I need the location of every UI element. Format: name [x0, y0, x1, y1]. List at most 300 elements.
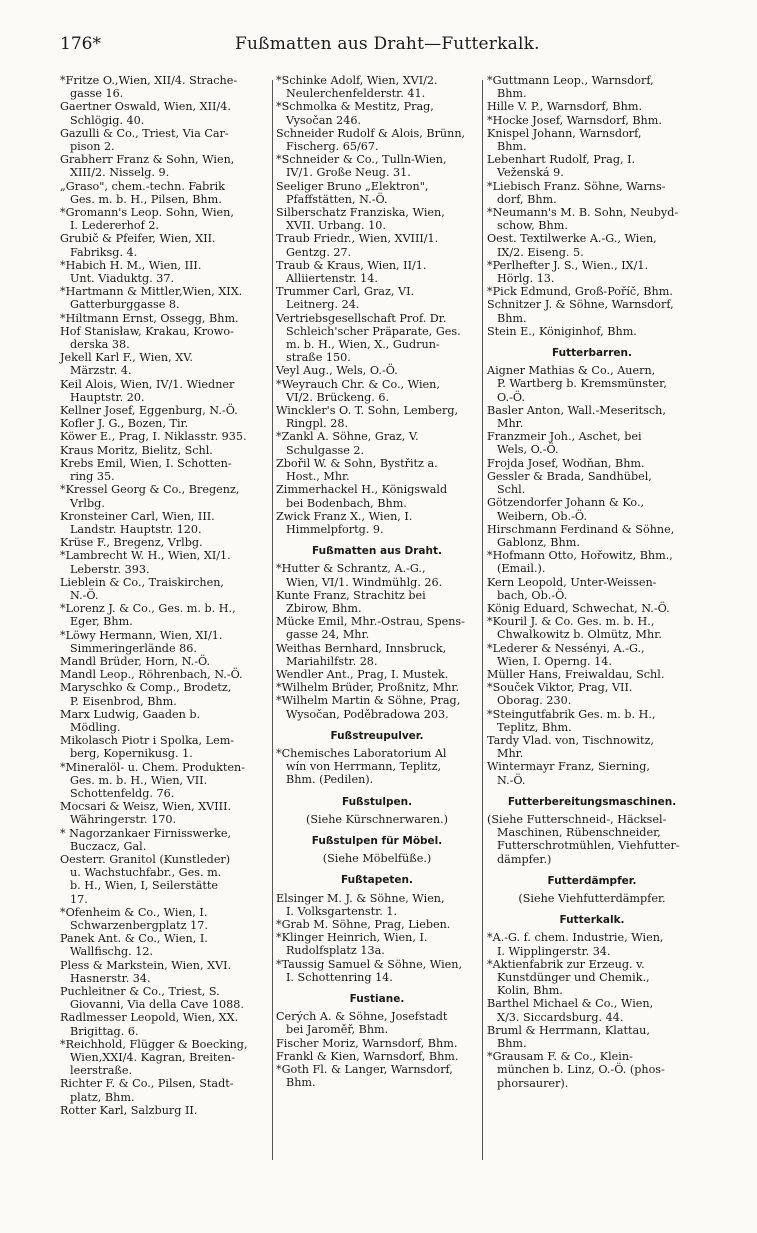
- entry-line: Hille V. P., Warnsdorf, Bhm.: [487, 100, 643, 114]
- entry-line: *Löwy Hermann, Wien, XI/1.: [60, 628, 223, 642]
- entry-line: Leitnerg. 24.: [286, 298, 360, 312]
- directory-entry: [60, 602, 270, 628]
- directory-entry: [276, 931, 478, 957]
- directory-entry: [487, 298, 697, 324]
- directory-entry: [60, 153, 270, 179]
- section-heading: [276, 730, 478, 743]
- entry-line: *Hofmann Otto, Hořowitz, Bhm.,: [487, 549, 673, 563]
- entry-line: *Pick Edmund, Groß-Poříč, Bhm.: [487, 285, 673, 299]
- entry-line: 17.: [70, 892, 88, 906]
- directory-entry: [487, 760, 697, 786]
- entry-line: *Schneider & Co., Tulln-Wien,: [276, 153, 447, 167]
- entry-line: Vysočan 246.: [286, 113, 362, 127]
- entry-line: Kellner Josef, Eggenburg, N.-Ö.: [60, 404, 238, 418]
- column-right: [487, 74, 697, 1090]
- entry-line: (Siehe Kürschnerwaren.): [305, 812, 448, 826]
- entry-line: bei Jaroměř, Bhm.: [286, 1023, 389, 1037]
- entry-line: Stein E., Königinhof, Bhm.: [487, 324, 637, 338]
- entry-line: Eger, Bhm.: [70, 615, 133, 629]
- directory-entry: [276, 1037, 478, 1050]
- directory-entry: [60, 127, 270, 153]
- entry-line: Mikolasch Piotr i Spolka, Lem-: [60, 734, 235, 748]
- directory-entry: [60, 800, 270, 826]
- directory-entry: [487, 364, 697, 404]
- directory-entry: [276, 74, 478, 100]
- entry-line: Schwarzenbergplatz 17.: [70, 919, 208, 932]
- entry-line: Wendler Ant., Prag, I. Mustek.: [276, 667, 449, 681]
- section-heading: [276, 545, 478, 558]
- entry-line: Vrlbg.: [70, 496, 105, 510]
- entry-line: Vertriebsgesellschaft Prof. Dr.: [276, 311, 447, 325]
- directory-entry: [487, 153, 697, 179]
- entry-line: Hörlg. 13.: [497, 272, 555, 286]
- entry-line: Lebenhart Rudolf, Prag, I.: [487, 153, 636, 167]
- entry-line: *Chemisches Laboratorium Al: [276, 746, 447, 760]
- entry-line: Wien,XXI/4. Kagran, Breiten-: [70, 1051, 236, 1065]
- section-heading: [276, 835, 478, 848]
- directory-entry: [276, 1010, 478, 1036]
- directory-entry: [276, 232, 478, 258]
- entry-line: Fabriksg. 4.: [70, 245, 138, 259]
- directory-entry: [276, 681, 478, 694]
- directory-entry: [276, 127, 478, 153]
- entry-line: Knispel Johann, Warnsdorf,: [487, 126, 642, 140]
- entry-line: Oest. Textilwerke A.-G., Wien,: [487, 232, 657, 246]
- directory-entry: [60, 906, 270, 932]
- entry-line: Radlmesser Leopold, Wien, XX.: [60, 1011, 239, 1025]
- directory-entry: [487, 457, 697, 470]
- entry-line: I. Schottenring 14.: [286, 970, 393, 984]
- directory-entry: [487, 576, 697, 602]
- entry-line: *Hiltmann Ernst, Ossegg, Bhm.: [60, 311, 239, 325]
- directory-entry: [276, 404, 478, 430]
- entry-line: Fußstreupulver.: [330, 729, 424, 742]
- entry-line: Richter F. & Co., Pilsen, Stadt-: [60, 1077, 234, 1091]
- directory-entry: [60, 417, 270, 430]
- entry-line: Ringpl. 28.: [286, 417, 349, 431]
- directory-entry: [487, 997, 697, 1023]
- entry-line: Hof Stanisław, Krakau, Krowo-: [60, 324, 234, 338]
- entry-line: Weithas Bernhard, Innsbruck,: [276, 641, 447, 655]
- directory-entry: [60, 1011, 270, 1037]
- entry-line: Panek Ant. & Co., Wien, I.: [60, 932, 208, 946]
- directory-entry: [60, 206, 270, 232]
- entry-line: Fußmatten aus Draht.: [312, 545, 442, 558]
- entry-line: u. Wachstuchfabr., Ges. m.: [70, 866, 222, 880]
- entry-line: *Kouril J. & Co. Ges. m. b. H.,: [487, 615, 655, 629]
- entry-line: Krebs Emil, Wien, I. Schotten-: [60, 456, 232, 470]
- entry-line: *Liebisch Franz. Söhne, Warns-: [487, 179, 666, 193]
- entry-line: Puchleitner & Co., Triest, S.: [60, 985, 220, 999]
- directory-entry: [276, 206, 478, 232]
- entry-line: Oesterr. Granitol (Kunstleder): [60, 852, 231, 866]
- directory-entry: [276, 668, 478, 681]
- directory-entry: [487, 615, 697, 641]
- entry-line: Giovanni, Via della Cave 1088.: [70, 998, 244, 1012]
- entry-line: Lieblein & Co., Traiskirchen,: [60, 575, 224, 589]
- directory-entry: [487, 1024, 697, 1050]
- entry-line: Kern Leopold, Unter-Weissen-: [487, 575, 657, 589]
- entry-line: *Schmolka & Mestitz, Prag,: [276, 100, 434, 114]
- directory-entry: [276, 747, 478, 787]
- entry-line: Schnitzer J. & Söhne, Warnsdorf,: [487, 298, 674, 312]
- directory-entry: [487, 496, 697, 522]
- entry-line: *Steingutfabrik Ges. m. b. H.,: [487, 707, 656, 721]
- entry-line: *Gromann's Leop. Sohn, Wien,: [60, 206, 234, 220]
- cross-reference: [487, 892, 697, 905]
- entry-line: Maryschko & Comp., Brodetz,: [60, 681, 232, 695]
- entry-line: Mhr.: [497, 747, 524, 761]
- directory-entry: [487, 681, 697, 707]
- entry-line: straße 150.: [286, 351, 351, 365]
- section-heading: [487, 347, 697, 360]
- entry-line: *Perlhefter J. S., Wien., IX/1.: [487, 258, 649, 272]
- entry-line: Futterkalk.: [559, 914, 625, 927]
- entry-line: Futterbarren.: [551, 347, 632, 360]
- directory-entry: [487, 259, 697, 285]
- directory-entry: [487, 1050, 697, 1090]
- directory-entry: [487, 285, 697, 298]
- directory-entry: [60, 827, 270, 853]
- entry-line: „Graso", chem.-techn. Fabrik: [60, 179, 225, 193]
- entry-line: Götzendorfer Johann & Ko.,: [487, 496, 645, 510]
- directory-entry: [60, 985, 270, 1011]
- entry-line: gasse 24, Mhr.: [286, 628, 370, 642]
- entry-line: Wysočan, Poděbradowa 203.: [286, 707, 449, 721]
- entry-line: Hasnerstr. 34.: [70, 971, 151, 985]
- page-title: Fußmatten aus Draht—Futterkalk.: [235, 34, 540, 54]
- page-number: 176*: [60, 34, 101, 54]
- entry-line: Schulgasse 2.: [286, 443, 365, 457]
- entry-line: derska 38.: [70, 338, 130, 352]
- directory-entry: [60, 180, 270, 206]
- column-middle: [276, 74, 478, 1089]
- entry-line: berg, Kopernikusg. 1.: [70, 747, 193, 761]
- entry-line: (Siehe Möbelfüße.): [322, 852, 432, 866]
- directory-entry: [276, 1063, 478, 1089]
- entry-line: Bhm.: [497, 140, 527, 154]
- entry-line: *Hutter & Schrantz, A.-G.,: [276, 562, 426, 576]
- directory-entry: [487, 734, 697, 760]
- entry-line: Bhm.: [286, 1076, 316, 1090]
- entry-line: *Lambrecht W. H., Wien, XI/1.: [60, 549, 231, 563]
- directory-entry: [487, 642, 697, 668]
- entry-line: münchen b. Linz, O.-Ö. (phos-: [497, 1063, 665, 1077]
- directory-entry: [276, 100, 478, 126]
- entry-line: Zbirow, Bhm.: [286, 601, 362, 615]
- entry-line: (Siehe Viehfutterdämpfer.: [518, 891, 666, 905]
- entry-line: VI/2. Brückeng. 6.: [286, 390, 390, 404]
- entry-line: b. H., Wien, I, Seilerstätte: [70, 879, 218, 893]
- entry-line: Fustiane.: [349, 993, 405, 1005]
- directory-entry: [60, 232, 270, 258]
- entry-line: *Ofenheim & Co., Wien, I.: [60, 905, 208, 919]
- directory-entry: [276, 483, 478, 509]
- entry-line: *Grausam F. & Co., Klein-: [487, 1050, 633, 1064]
- directory-entry: [276, 259, 478, 285]
- entry-line: Winckler's O. T. Sohn, Lemberg,: [276, 404, 459, 418]
- entry-line: Pfaffstätten, N.-Ö.: [286, 192, 388, 206]
- entry-line: *Taussig Samuel & Söhne, Wien,: [276, 957, 463, 971]
- entry-line: I. Ledererhof 2.: [70, 219, 159, 233]
- directory-entry: [60, 681, 270, 707]
- directory-entry: [276, 153, 478, 179]
- entry-line: Wien, VI/1. Windmühlg. 26.: [286, 575, 443, 589]
- entry-line: Brigittag. 6.: [70, 1024, 139, 1038]
- entry-line: Franzmeir Joh., Aschet, bei: [487, 430, 642, 444]
- page-header: [60, 34, 700, 60]
- entry-line: *Souček Viktor, Prag, VII.: [487, 681, 633, 695]
- entry-line: Fußtapeten.: [340, 874, 414, 887]
- directory-entry: [487, 430, 697, 456]
- entry-line: Cerých A. & Söhne, Josefstadt: [276, 1010, 448, 1024]
- directory-entry: [60, 629, 270, 655]
- entry-line: Kraus Moritz, Bielitz, Schl.: [60, 443, 213, 457]
- entry-line: Rotter Karl, Salzburg II.: [60, 1103, 198, 1117]
- directory-entry: [60, 351, 270, 377]
- entry-line: Grabherr Franz & Sohn, Wien,: [60, 153, 235, 167]
- entry-line: dämpfer.): [497, 852, 552, 866]
- entry-line: Silberschatz Franziska, Wien,: [276, 206, 445, 220]
- entry-line: Gentzg. 27.: [286, 245, 352, 259]
- directory-entry: [487, 931, 697, 957]
- directory-entry: [60, 285, 270, 311]
- directory-entry: [60, 959, 270, 985]
- cross-reference: [276, 813, 478, 826]
- entry-line: Buczacz, Gal.: [70, 839, 147, 853]
- directory-entry: [276, 510, 478, 536]
- entry-line: Schlögig. 40.: [70, 113, 145, 127]
- entry-line: Bhm.: [497, 1037, 527, 1051]
- directory-entry: [276, 694, 478, 720]
- directory-entry: [487, 708, 697, 734]
- directory-entry: [487, 232, 697, 258]
- directory-entry: [60, 74, 270, 100]
- entry-line: *Wilhelm Brüder, Proßnitz, Mhr.: [276, 681, 460, 695]
- entry-line: *Lorenz J. & Co., Ges. m. b. H.,: [60, 602, 236, 616]
- entry-line: Währingerstr. 170.: [70, 813, 177, 827]
- entry-line: wín von Herrmann, Teplitz,: [286, 760, 442, 774]
- directory-entry: [276, 562, 478, 588]
- entry-line: I. Volksgartenstr. 1.: [286, 904, 398, 918]
- entry-line: dorf, Bhm.: [497, 192, 557, 206]
- entry-line: Kronsteiner Carl, Wien, III.: [60, 509, 215, 523]
- entry-line: Frankl & Kien, Warnsdorf, Bhm.: [276, 1049, 459, 1063]
- directory-entry: [276, 180, 478, 206]
- entry-line: XIII/2. Nisselg. 9.: [70, 166, 170, 180]
- entry-line: Futterschrotmühlen, Viehfutter-: [497, 839, 680, 853]
- directory-entry: [487, 470, 697, 496]
- entry-line: Zbořil W. & Sohn, Bystřitz a.: [276, 456, 438, 470]
- directory-entry: [487, 668, 697, 681]
- entry-line: Futterdämpfer.: [547, 874, 637, 887]
- entry-line: Seeliger Bruno „Elektron",: [276, 179, 429, 193]
- entry-line: *Guttmann Leop., Warnsdorf,: [487, 74, 654, 87]
- entry-line: Mocsari & Weisz, Wien, XVIII.: [60, 800, 232, 814]
- entry-line: Gablonz, Bhm.: [497, 535, 580, 549]
- entry-line: *Lederer & Nessényi, A.-G.,: [487, 641, 645, 655]
- entry-line: Fußstulpen für Möbel.: [311, 834, 443, 847]
- directory-entry: [60, 549, 270, 575]
- entry-line: Wallfischg. 12.: [70, 945, 154, 959]
- directory-entry: [276, 457, 478, 483]
- directory-entry: [60, 457, 270, 483]
- entry-line: Weibern, Ob.-Ö.: [497, 509, 587, 523]
- directory-entry: [60, 536, 270, 549]
- directory-entry: [276, 364, 478, 377]
- entry-line: Basler Anton, Wall.-Meseritsch,: [487, 403, 666, 417]
- directory-entry: [487, 958, 697, 998]
- directory-entry: [60, 734, 270, 760]
- directory-entry: [276, 958, 478, 984]
- entry-line: XVII. Urbang. 10.: [286, 219, 386, 233]
- entry-line: Keil Alois, Wien, IV/1. Wiedner: [60, 377, 235, 391]
- directory-entry: [60, 1104, 270, 1117]
- entry-line: *Klinger Heinrich, Wien, I.: [276, 931, 428, 945]
- entry-line: Fußstulpen.: [341, 795, 413, 808]
- entry-line: (Email.).: [497, 562, 546, 576]
- entry-line: Bhm.: [497, 311, 527, 325]
- directory-entry: [487, 206, 697, 232]
- entry-line: platz, Bhm.: [70, 1090, 135, 1104]
- directory-entry: [276, 615, 478, 641]
- section-heading: [487, 796, 697, 809]
- directory-entry: [60, 853, 270, 906]
- entry-line: N.-Ö.: [70, 588, 99, 602]
- entry-line: Zwick Franz X., Wien, I.: [276, 509, 413, 523]
- entry-line: *Habich H. M., Wien, III.: [60, 258, 202, 272]
- entry-line: Kofler J. G., Bozen, Tir.: [60, 417, 189, 431]
- entry-line: Aigner Mathias & Co., Auern,: [487, 364, 656, 378]
- entry-line: *Reichhold, Flügger & Boecking,: [60, 1037, 248, 1051]
- entry-line: schow, Bhm.: [497, 219, 568, 233]
- directory-entry: [487, 813, 697, 866]
- entry-line: *Hartmann & Mittler,Wien, XIX.: [60, 285, 243, 299]
- directory-entry: [60, 100, 270, 126]
- entry-line: Himmelpfortg. 9.: [286, 522, 384, 536]
- entry-line: Wels, O.-Ö.: [497, 443, 559, 457]
- entry-line: Elsinger M. J. & Söhne, Wien,: [276, 891, 445, 905]
- directory-entry: [60, 708, 270, 734]
- directory-entry: [60, 1038, 270, 1078]
- entry-line: P. Eisenbrod, Bhm.: [70, 694, 177, 708]
- entry-line: Veyl Aug., Wels, O.-Ö.: [276, 364, 398, 378]
- section-heading: [276, 993, 478, 1006]
- directory-entry: [487, 602, 697, 615]
- entry-line: Kolin, Bhm.: [497, 984, 563, 998]
- entry-line: Bhm. (Pedilen).: [286, 773, 374, 787]
- entry-line: Mariahilfstr. 28.: [286, 654, 378, 668]
- entry-line: Tardy Vlad. von, Tischnowitz,: [487, 733, 654, 747]
- entry-line: Frojda Josef, Wodňan, Bhm.: [487, 456, 645, 470]
- entry-line: IX/2. Eiseng. 5.: [497, 245, 584, 259]
- directory-entry: [60, 259, 270, 285]
- entry-line: N.-Ö.: [497, 773, 526, 787]
- entry-line: Futterbereitungsmaschinen.: [507, 795, 677, 808]
- entry-line: Neulerchenfelderstr. 41.: [286, 87, 426, 101]
- entry-line: *Kressel Georg & Co., Bregenz,: [60, 483, 240, 497]
- cross-reference: [276, 852, 478, 865]
- entry-line: Schl.: [497, 483, 526, 497]
- directory-entry: [276, 918, 478, 931]
- entry-line: Müller Hans, Freiwaldau, Schl.: [487, 667, 665, 681]
- entry-line: phorsaurer).: [497, 1076, 569, 1090]
- directory-entry: [60, 483, 270, 509]
- entry-line: Fischer Moriz, Warnsdorf, Bhm.: [276, 1036, 458, 1050]
- entry-line: bach, Ob.-Ö.: [497, 588, 568, 602]
- directory-entry: [487, 325, 697, 338]
- entry-line: Kunstdünger und Chemik.,: [497, 971, 650, 984]
- directory-entry: [487, 523, 697, 549]
- entry-line: Alliiertenstr. 14.: [286, 272, 378, 286]
- entry-line: leerstraße.: [70, 1064, 133, 1078]
- entry-line: Mödling.: [70, 720, 121, 734]
- section-heading: [487, 875, 697, 888]
- entry-line: Gatterburggasse 8.: [70, 298, 180, 312]
- entry-line: Leberstr. 393.: [70, 562, 150, 576]
- entry-line: pison 2.: [70, 140, 115, 154]
- entry-line: Schneider Rudolf & Alois, Brünn,: [276, 126, 466, 140]
- directory-entry: [60, 1077, 270, 1103]
- entry-line: m. b. H., Wien, X., Gudrun-: [286, 338, 440, 352]
- directory-entry: [487, 114, 697, 127]
- entry-line: *Grab M. Söhne, Prag, Lieben.: [276, 917, 451, 931]
- directory-entry: [60, 655, 270, 668]
- entry-line: Simmeringerlände 86.: [70, 641, 197, 655]
- directory-entry: [60, 576, 270, 602]
- entry-line: gasse 16.: [70, 87, 124, 101]
- entry-line: Jekell Karl F., Wien, XV.: [60, 351, 193, 365]
- entry-line: Traub Friedr., Wien, XVIII/1.: [276, 232, 439, 246]
- entry-line: Pless & Markstein, Wien, XVI.: [60, 958, 232, 972]
- entry-line: *Wilhelm Martin & Söhne, Prag,: [276, 694, 461, 708]
- entry-line: Maschinen, Rübenschneider,: [497, 826, 661, 840]
- entry-line: *Zankl A. Söhne, Graz, V.: [276, 430, 419, 444]
- entry-line: Traub & Kraus, Wien, II/1.: [276, 258, 427, 272]
- entry-line: Kunte Franz, Strachitz bei: [276, 588, 426, 602]
- column-left: [60, 74, 270, 1117]
- entry-line: Bhm.: [497, 87, 527, 101]
- directory-entry: [276, 378, 478, 404]
- directory-entry: [487, 549, 697, 575]
- entry-line: Märzstr. 4.: [70, 364, 132, 378]
- entry-line: Bruml & Herrmann, Klattau,: [487, 1023, 650, 1037]
- entry-line: Oborag. 230.: [497, 694, 572, 708]
- entry-line: *Aktienfabrik zur Erzeug. v.: [487, 957, 645, 971]
- entry-line: Mhr.: [497, 417, 524, 431]
- entry-line: IV/1. Große Neug. 31.: [286, 166, 411, 180]
- entry-line: Schleich'scher Präparate, Ges.: [286, 324, 461, 338]
- entry-line: *Weyrauch Chr. & Co., Wien,: [276, 377, 440, 391]
- entry-line: Gaertner Oswald, Wien, XII/4.: [60, 100, 231, 114]
- entry-line: Zimmerhackel H., Königswald: [276, 483, 448, 497]
- entry-line: Mandl Leop., Röhrenbach, N.-Ö.: [60, 668, 243, 682]
- directory-entry: [60, 325, 270, 351]
- directory-entry: [487, 127, 697, 153]
- directory-entry: [276, 642, 478, 668]
- section-heading: [276, 796, 478, 809]
- directory-entry: [276, 430, 478, 456]
- directory-entry: [276, 892, 478, 918]
- section-heading: [487, 914, 697, 927]
- directory-entry: [487, 404, 697, 430]
- entry-line: Barthel Michael & Co., Wien,: [487, 997, 654, 1011]
- entry-line: *Schinke Adolf, Wien, XVI/2.: [276, 74, 438, 87]
- entry-line: P. Wartberg b. Kremsmünster,: [497, 377, 667, 391]
- entry-line: *Goth Fl. & Langer, Warnsdorf,: [276, 1063, 453, 1077]
- entry-line: Rudolfsplatz 13a.: [286, 944, 385, 958]
- entry-line: Gazulli & Co., Triest, Via Car-: [60, 126, 229, 140]
